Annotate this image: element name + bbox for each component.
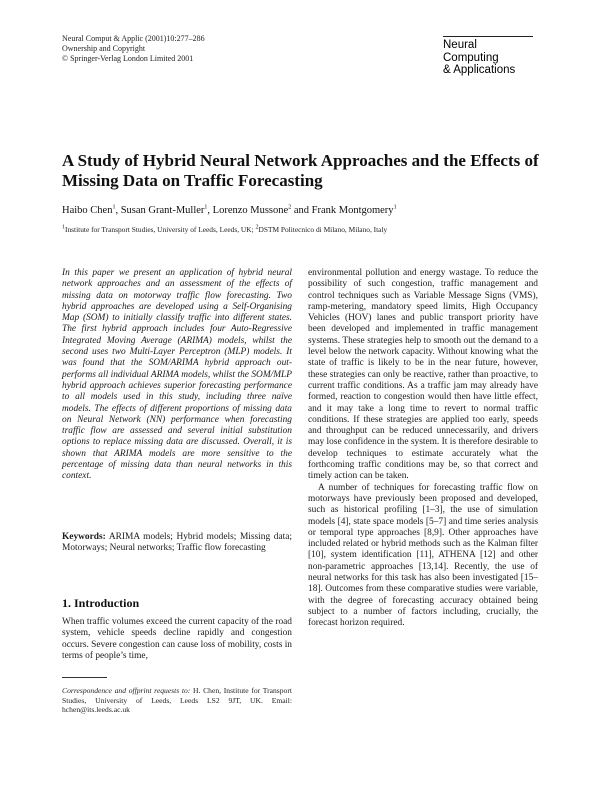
journal-header-meta bbox=[62, 34, 205, 64]
affil-marker: 1 bbox=[62, 224, 65, 231]
author-affil-marker: 1 bbox=[204, 204, 208, 211]
logo-line-1: Neural bbox=[443, 39, 477, 51]
footnote-label: Correspondence and offprint requests to: bbox=[62, 686, 191, 695]
copyright-line: © Springer-Verlag London Limited 2001 bbox=[62, 54, 194, 63]
footnote-text: H. Chen, Institute for Transport Studies, University of Leeds, Leeds LS2 9JT, UK. Email: hchen@its.leeds.ac.uk bbox=[62, 686, 292, 714]
author-affil-marker: 2 bbox=[288, 204, 292, 211]
logo-rule bbox=[443, 36, 533, 37]
author-affil-marker: 1 bbox=[393, 204, 397, 211]
author-name: Lorenzo Mussone bbox=[212, 205, 289, 216]
logo-line-2: Computing bbox=[443, 51, 499, 64]
keywords-text: ARIMA models; Hybrid models; Missing data; Motorways; Neural networks; Traffic flow forecasting bbox=[62, 532, 292, 554]
paper-title: A Study of Hybrid Neural Network Approaches and the Effects of Missing Data on Traffic Forecasting bbox=[62, 151, 539, 190]
author-name: Frank Montgomery bbox=[311, 205, 394, 216]
right-column bbox=[308, 268, 538, 630]
logo-line-3: & Applications bbox=[443, 64, 516, 76]
affil-marker: 2 bbox=[255, 224, 259, 231]
author-affil-marker: 1 bbox=[112, 204, 116, 211]
affiliations bbox=[62, 225, 387, 234]
intro-paragraph: When traffic volumes exceed the current capacity of the road system, vehicle speeds decline rapidly and congestion occurs. Severe congestion can cause loss of mobility, costs in terms of people’s time, bbox=[62, 617, 292, 661]
affil-text-2: DSTM Politecnico di Milano, Milano, Italy bbox=[258, 225, 388, 234]
keywords-label: Keywords: bbox=[62, 532, 106, 542]
keywords bbox=[62, 532, 292, 555]
intro-left-column bbox=[62, 617, 292, 662]
footnote-divider bbox=[62, 677, 107, 678]
citation-line: Neural Comput & Applic (2001)10:277–286 bbox=[62, 34, 205, 43]
journal-logo bbox=[443, 36, 533, 77]
author-name: Haibo Chen bbox=[62, 205, 113, 216]
abstract-text: In this paper we present an application of hybrid neural network approaches and an assessment of the effects of missing data on motorway traffic flow forecasting. Two hybrid approaches are developed using a Self-Organising Map (SOM) to initially classify traffic into different states. The first hybrid approach includes four Auto-Regressive Integrated Moving Average (ARIMA) models, whilst the second uses two Multi-Layer Perceptron (MLP) models. It was found that the SOM/ARIMA hybrid approach out-performs all individual ARIMA models, whilst the SOM/MLP hybrid approach achieves superior forecasting performance to all models used in this study, including three naïve models. The effects of different proportions of missing data on Neural Network (NN) performance when forecasting traffic flow are assessed and several initial substitution options to replace missing data are discussed. Overall, it is shown that ARIMA models are more sensitive to the percentage of missing data than neural networks in this context. bbox=[62, 268, 292, 482]
correspondence-footnote bbox=[62, 686, 292, 715]
abstract bbox=[62, 268, 292, 483]
body-paragraph-1: environmental pollution and energy wastage. To reduce the possibility of such congestion, traffic management and control techniques such as Variable Message Signs (VMS), ramp-metering, mandatory speed limits, High Occupancy Vehicles (HOV) lanes and public transport priority have been developed and implemented in traffic management systems. These strategies help to smooth out the demand to a level below the network capacity. Without knowing what the state of traffic is likely to be in the near future, however, these strategies can only be reactive, rather than proactive, to current traffic conditions. As a traffic jam may already have formed, reaction to congestion would then have little effect, and it may take a long time to revert to normal traffic conditions. If these strategies are applied too early, speeds and throughput can be reduced unnecessarily, and drivers may lose confidence in the system. It is therefore desirable to develop techniques to estimate accurately what the forthcoming traffic conditions may be, so that correct and timely action can be taken. bbox=[308, 268, 538, 482]
author-list: Haibo Chen$^1$, Susan Grant-Muller$^1$, Lorenzo Mussone$^2$ and Frank Montgomery$^1$ bbox=[62, 204, 397, 216]
author-name: Susan Grant-Muller bbox=[120, 205, 205, 216]
body-paragraph-2: A number of techniques for forecasting traffic flow on motorways have previously been proposed and developed, such as historical profiling [1–3], the use of simulation models [4], state space models [5–7] and time series analysis or temporal type approaches [8,9]. Other approaches have included related or hybrid methods such as the Kalman filter [10], system identification [11], ATHENA [12] and other non-parametric approaches [13,14]. Recently, the use of neural networks for this task has also been investigated [15–18]. Outcomes from these comparative studies were variable, with the degree of forecasting accuracy obtained being subject to a number of factors including, crucially, the forecast horizon required. bbox=[308, 482, 538, 629]
section-heading: 1. Introduction bbox=[62, 596, 140, 610]
affil-text-1: Institute for Transport Studies, University of Leeds, Leeds, UK; bbox=[65, 225, 256, 234]
ownership-line: Ownership and Copyright bbox=[62, 44, 146, 53]
